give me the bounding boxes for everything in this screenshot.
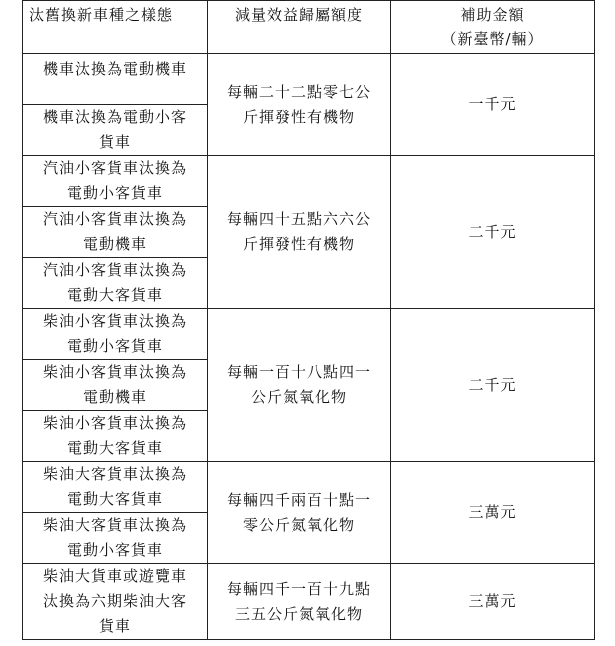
reduction-benefit-text: 每輛一百十八點四一	[226, 363, 371, 381]
header-vehicle-type: 汰舊換新車種之樣態	[23, 1, 208, 54]
vehicle-type-cell	[23, 411, 208, 462]
table-body	[23, 54, 595, 640]
header-reduction-benefit: 減量效益歸屬額度	[208, 1, 391, 54]
reduction-benefit-cell	[208, 54, 391, 156]
reduction-benefit-text: 斤揮發性有機物	[242, 235, 355, 253]
vehicle-type-cell	[23, 462, 208, 513]
header-amount-unit: （新臺幣/輛）	[441, 30, 544, 48]
vehicle-type-text: 電動小客貨車	[66, 184, 163, 202]
reduction-benefit-text: 三五公斤氮氧化物	[234, 604, 363, 623]
reduction-benefit-text: 斤揮發性有機物	[242, 107, 355, 126]
vehicle-type-text: 電動大客貨車	[66, 286, 163, 304]
vehicle-type-text: 柴油小客貨車汰換為	[42, 363, 187, 381]
table-header-row	[23, 1, 595, 54]
vehicle-type-text: 機車汰換為電動小客	[42, 108, 187, 126]
vehicle-type-cell	[23, 513, 208, 564]
vehicle-type-text: 機車汰換為電動機車	[42, 60, 187, 78]
vehicle-type-text: 柴油小客貨車汰換為	[42, 312, 187, 330]
reduction-benefit-cell	[208, 309, 391, 462]
vehicle-type-cell	[23, 207, 208, 258]
reduction-benefit-text: 每輛四十五點六六公	[226, 210, 371, 228]
vehicle-type-text: 電動小客貨車	[66, 337, 163, 355]
vehicle-type-text: 汽油小客貨車汰換為	[42, 261, 187, 279]
subsidy-amount-cell: 二千元	[391, 156, 595, 309]
vehicle-type-text: 電動大客貨車	[66, 490, 163, 508]
vehicle-type-text: 電動大客貨車	[66, 439, 163, 457]
vehicle-type-text: 貨車	[98, 617, 131, 635]
vehicle-type-text: 貨車	[98, 133, 131, 151]
table-row	[23, 564, 595, 640]
subsidy-amount-cell: 二千元	[391, 309, 595, 462]
vehicle-type-text: 電動小客貨車	[66, 541, 163, 559]
reduction-benefit-text: 零公斤氮氧化物	[242, 515, 355, 534]
subsidy-amount-cell: 三萬元	[391, 462, 595, 564]
reduction-benefit-text: 每輛二十二點零七公	[226, 82, 371, 101]
vehicle-type-text: 柴油大貨車或遊覽車	[42, 567, 187, 585]
vehicle-type-text: 汰換為六期柴油大客	[42, 592, 187, 610]
subsidy-amount-cell: 三萬元	[391, 564, 595, 640]
vehicle-type-text: 電動機車	[82, 388, 147, 406]
vehicle-type-text: 柴油大客貨車汰換為	[42, 465, 187, 483]
subsidy-amount-cell: 一千元	[391, 54, 595, 156]
vehicle-type-cell	[23, 105, 208, 156]
reduction-benefit-text: 每輛四千一百十九點	[226, 579, 371, 598]
subsidy-table	[22, 0, 595, 640]
vehicle-type-cell	[23, 564, 208, 640]
table-row	[23, 156, 595, 207]
vehicle-type-cell	[23, 258, 208, 309]
reduction-benefit-text: 公斤氮氧化物	[250, 388, 347, 406]
vehicle-type-text: 電動機車	[82, 235, 147, 253]
vehicle-type-text: 汽油小客貨車汰換為	[42, 159, 187, 177]
table-row	[23, 462, 595, 513]
vehicle-type-cell	[23, 360, 208, 411]
header-subsidy-amount	[391, 1, 595, 54]
vehicle-type-cell	[23, 309, 208, 360]
table-row	[23, 309, 595, 360]
header-amount-label: 補助金額	[460, 6, 525, 24]
vehicle-type-text: 柴油大客貨車汰換為	[42, 516, 187, 534]
reduction-benefit-cell	[208, 564, 391, 640]
reduction-benefit-text: 每輛四千兩百十點一	[226, 490, 371, 509]
reduction-benefit-cell	[208, 462, 391, 564]
vehicle-type-text: 柴油小客貨車汰換為	[42, 414, 187, 432]
vehicle-type-cell	[23, 156, 208, 207]
vehicle-type-text: 汽油小客貨車汰換為	[42, 210, 187, 228]
table-row	[23, 54, 595, 105]
vehicle-type-cell	[23, 54, 208, 105]
reduction-benefit-cell	[208, 156, 391, 309]
